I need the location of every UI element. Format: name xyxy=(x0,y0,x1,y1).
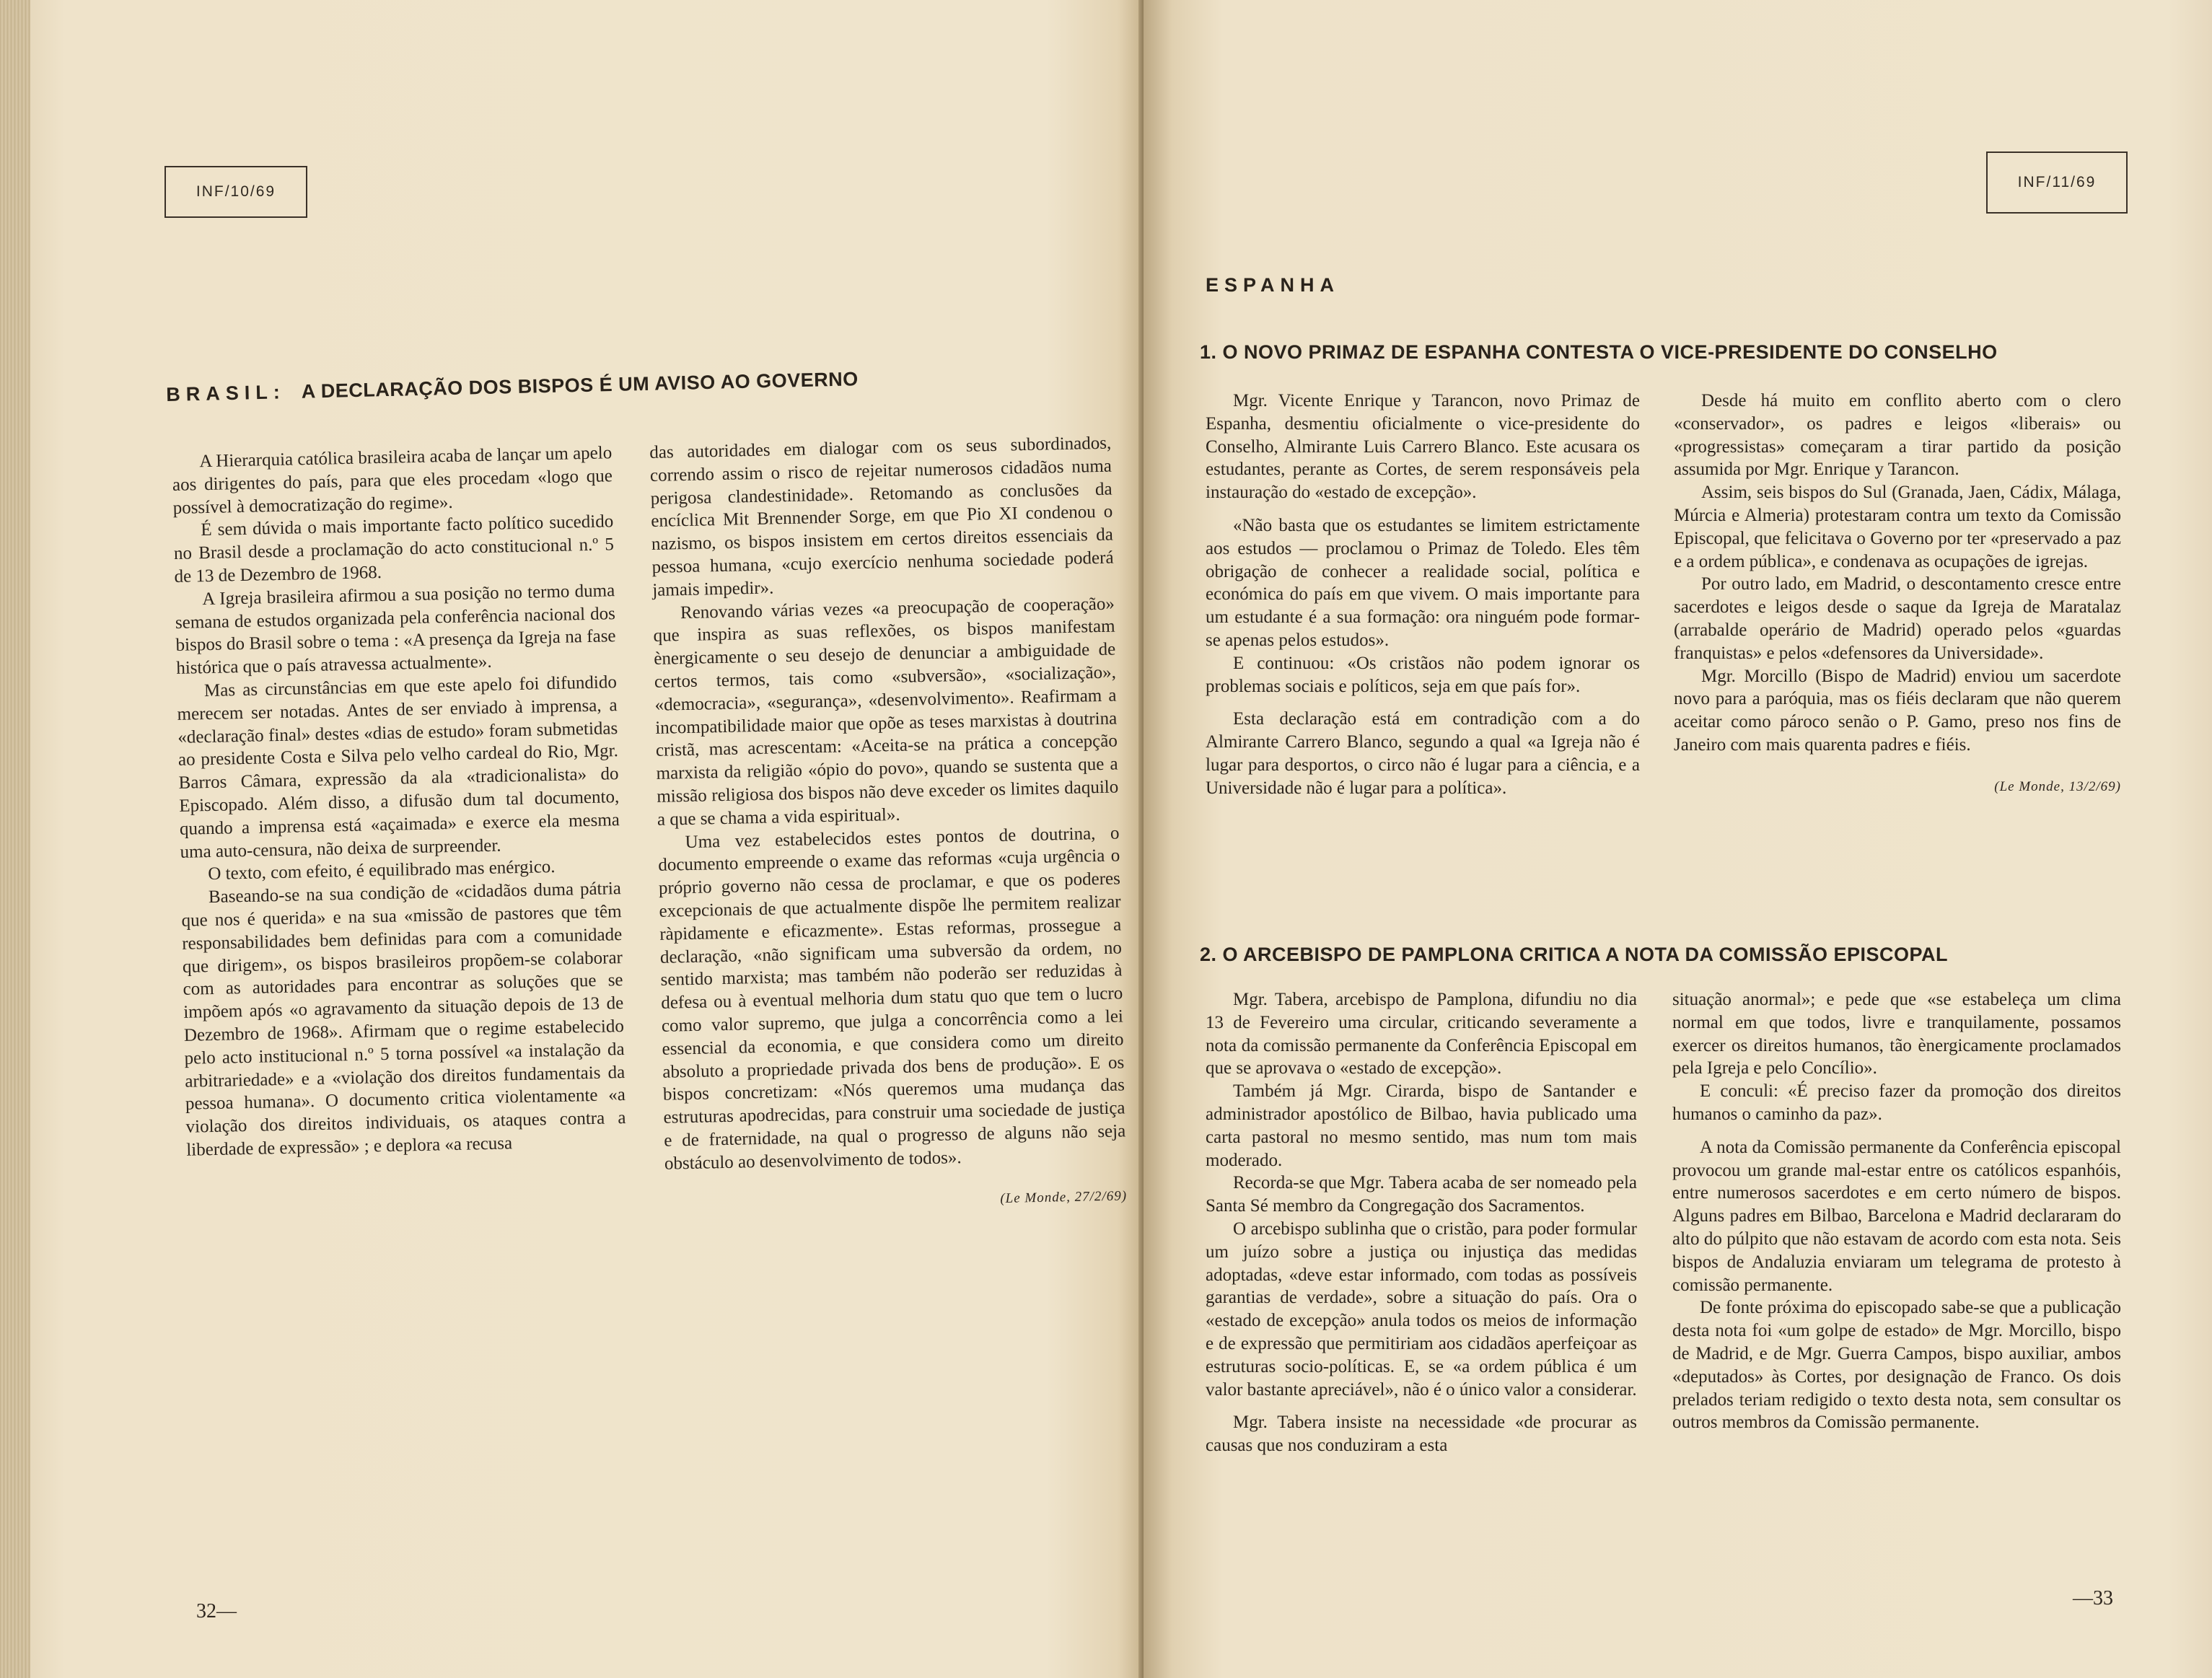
page-number: —33 xyxy=(2073,1587,2113,1609)
paragraph: E conculi: «É preciso fazer da promoção dos direitos humanos o caminho da paz». xyxy=(1672,1081,2121,1124)
country-label: ESPANHA xyxy=(1206,274,1340,296)
source-citation: (Le Monde, 27/2/69) xyxy=(1000,1187,1128,1206)
left-column-1 xyxy=(172,442,627,1161)
country-label: BRASIL: xyxy=(166,381,286,405)
paragraph: A Igreja brasileira afirmou a sua posição no termo duma semana de estudos organizada pela conferência nacional dos bispos do Brasil sobre o tema : «A presença da Igreja na fase histórica que o país atravessa actualmente». xyxy=(175,580,616,679)
paragraph: Mgr. Morcillo (Bispo de Madrid) enviou um sacerdote novo para a paróquia, mas os fiéis declaram que não querem aceitar como pároco senão o P. Gamo, preso nos fins de Janeiro com mais quarenta padres e fiéis. xyxy=(1674,666,2121,755)
paragraph: Mgr. Tabera insiste na necessidade «de procurar as causas que nos conduziram a esta xyxy=(1206,1413,1637,1456)
left-column-2 xyxy=(649,432,1127,1217)
paragraph: situação anormal»; e pede que «se estabeleça um clima normal em que todos, livre e tranquilamente, possamos exercer os direitos humanos, tão ènergicamente proclamados pela Igreja e pelo Concílio». xyxy=(1672,990,2121,1079)
document-tag xyxy=(1986,151,2128,214)
source-citation: (Le Monde, 13/2/69) xyxy=(1994,778,2121,794)
paragraph: E continuou: «Os cristãos não podem ignorar os problemas sociais e políticos, seja em que país for». xyxy=(1206,653,1640,696)
paragraph: Esta declaração está em contradição com a do Almirante Carrero Blanco, segundo a qual «a Igreja não é lugar para desportos, o circo não é lugar para a ciência, e a Universidade não é lugar para a política». xyxy=(1206,709,1640,798)
right-page xyxy=(1144,0,2212,1678)
paragraph: A Hierarquia católica brasileira acaba de lançar um apelo aos dirigentes do país, para que eles procedam «logo que possível à democratização do regime». xyxy=(172,443,613,518)
paragraph: Mas as circunstâncias em que este apelo foi difundido merecem ser notadas. Antes de ser enviado à imprensa, a «declaração final» destes «dias de estudo» foram submetidas ao presidente Costa e Silva pelo velho cardeal do Rio, Mgr. Barros Câmara, expressão da ala «tradicionalista» do Episcopado. Além disso, a difusão dum tal documento, quando a imprensa está «açaimada» e exerce ela mesma uma auto-censura, não deixa de surpreender. xyxy=(177,672,620,862)
paragraph: «Não basta que os estudantes se limitem estrictamente aos estudos — proclamou o Primaz de Toledo. Eles têm obrigação de conhecer a realidade social, política e económica do país em que vivem. O mais importante para um estudante é a sua formação: ora ninguém pode formar-se apenas pelos estudos». xyxy=(1206,515,1640,650)
paragraph: Recorda-se que Mgr. Tabera acaba de ser nomeado pela Santa Sé membro da Congregação dos Sacramentos. xyxy=(1206,1173,1637,1216)
paragraph: Mgr. Vicente Enrique y Tarancon, novo Primaz de Espanha, desmentiu oficialmente o vice-presidente do Conselho, Almirante Luis Carrero Blanco. Este acusara os estudantes, perante as Cortes, de serem responsáveis pela instauração do «estado de excepção». xyxy=(1206,391,1640,503)
section-1-column-1 xyxy=(1206,390,1640,800)
paragraph: Mgr. Tabera, arcebispo de Pamplona, difundiu no dia 13 de Fevereiro uma circular, criticando severamente a nota da comissão permanente da Conferência Episcopal em que se aprovava o «estado de excepção». xyxy=(1206,990,1637,1079)
paragraph: De fonte próxima do episcopado sabe-se que a publicação desta nota foi «um golpe de estado» de Mgr. Morcillo, bispo de Madrid, e de Mgr. Guerra Campos, bispo auxiliar, ambos «deputados» às Cortes, por designação de Franco. Os dois prelados teriam redigido o texto desta nota, sem consultar os outros membros da Comissão permanente. xyxy=(1672,1298,2121,1433)
paragraph: Assim, seis bispos do Sul (Granada, Jaen, Cádix, Málaga, Múrcia e Almeria) protestaram contra um texto da Comissão Episcopal, que felicitava o Governo por ter «preservado a paz e a ordem pública», e condenava as ocupações de igrejas. xyxy=(1674,483,2121,571)
paragraph: Desde há muito em conflito aberto com o clero «conservador», os padres e leigos «liberais» ou «progressistas» começaram a tirar partido da posição assumida por Mgr. Enrique y Tarancon. xyxy=(1674,391,2121,480)
article-title xyxy=(166,368,859,406)
paragraph: Por outro lado, em Madrid, o descontamento cresce entre sacerdotes e leigos desde o saque da Igreja de Maratalaz (arrabalde operário de Madrid) operado pelos «guardas franquistas» e pelos «defensores da Universidade». xyxy=(1674,574,2121,663)
paragraph: das autoridades em dialogar com os seus subordinados, correndo assim o risco de rejeitar numerosos cidadãos numa perigosa clandestinidade». Retomando as conclusões da encíclica Mit Brennender Sorge, em que Pio XI condenou o nazismo, os bispos insistem em certos direitos essenciais da pessoa humana, «cujo exercício nenhuma sociedade poderá jamais impedir». xyxy=(649,433,1114,600)
paragraph: Também já Mgr. Cirarda, bispo de Santander e administrador apostólico de Bilbao, havia publicado uma carta pastoral no mesmo sentido, mas num tom mais moderado. xyxy=(1206,1081,1637,1170)
section-1-column-2 xyxy=(1674,390,2121,799)
page-edge xyxy=(0,0,30,1678)
paragraph: O arcebispo sublinha que o cristão, para poder formular um juízo sobre a justiça ou injustiça das medidas adoptadas, «deve estar informado, com todas as possíveis garantias de verdade», sobre a situação do país. Ora o «estado de excepção» anula todos os meios de informação e de expressão que permitiriam aos cidadãos aperfeiçoar as estruturas socio-políticas. E, se «a ordem pública é um valor bastante apreciável», não é o único valor a considerar. xyxy=(1206,1218,1637,1400)
paragraph: A nota da Comissão permanente da Conferência episcopal provocou um grande mal-estar entre os católicos espanhóis, entre numerosos sacerdotes e em certo número de bispos. Alguns padres em Bilbao, Barcelona e Madrid declararam do alto do púlpito que não estavam de acordo com esta nota. Seis bispos de Andaluzia enviaram um telegrama de protesto à comissão permanente. xyxy=(1672,1137,2121,1295)
paragraph: Baseando-se na sua condição de «cidadãos duma pátria que nos é querida» e na sua «missão de pastores que têm responsabilidades bem definidas para com a comunidade que dirigem», os bispos brasileiros propõem-se colaborar com as autoridades para encontrar as soluções que se impõem após «o agravamento da situação depois de 13 de Dezembro de 1968». Afirmam que o regime estabelecido pelo acto institucional n.º 5 torna possível «a instalação da arbitrariedade» e a «violação dos direitos fundamentais da pessoa humana». O documento critica violentamente «a violação dos direitos individuais, os ataques contra a liberdade de expressão» ; e deplora «a recusa xyxy=(181,879,626,1160)
document-tag-text: INF/10/69 xyxy=(196,183,276,200)
paragraph: Renovando várias vezes «a preocupação de cooperação» que inspira as suas reflexões, os bispos manifestam ènergicamente o seu desejo de denunciar a ambiguidade de certos termos, tais como «subversão», «socialização», «democracia», «segurança», «desenvolvimento». Reafirmam a incompatibilidade maior que opõe as teses marxistas à doutrina cristã, mas acrescentam: «Aceita-se na prática a concepção marxista da religião «ópio do povo», quando se sustenta que a missão religiosa dos bispos não deve exceder os limites daquilo a que se chama a vida espiritual». xyxy=(653,594,1119,830)
paragraph: É sem dúvida o mais importante facto político sucedido no Brasil desde a proclamação do acto constitucional n.º 5 de 13 de Dezembro de 1968. xyxy=(173,511,615,587)
paragraph: Uma vez estabelecidos estes pontos de doutrina, o documento empreende o exame das reformas «cuja urgência o próprio governo não cessa de proclamar, e que os poderes excepcionais de que actualmente dispõe lhe permitem realizar ràpidamente e eficazmente». Estas reformas, prossegue a declaração, «não significam uma subversão da ordem, no sentido marxista; mas também não poderão ser reduzidas à defesa ou à eventual melhoria dum statu quo que tem o lucro como valor supremo, que julga a concorrência como a lei essencial da economia, e que considera como um direito absoluto a propriedade privada dos bens de produção». E os bispos concretizam: «Nós queremos uma mudança das estruturas apodrecidas, para construir uma sociedade de justiça e de fraternidade, na qual o progresso de alguns não seja obstáculo ao desenvolvimento de todos». xyxy=(658,823,1126,1174)
section-2-column-1 xyxy=(1206,988,1637,1457)
section-2-heading: 2. O ARCEBISPO DE PAMPLONA CRITICA A NOTA DA COMISSÃO EPISCOPAL xyxy=(1200,944,1949,965)
page-number: 32— xyxy=(196,1600,237,1622)
document-tag xyxy=(164,166,307,218)
section-1-heading: 1. O NOVO PRIMAZ DE ESPANHA CONTESTA O VICE-PRESIDENTE DO CONSELHO xyxy=(1200,341,1998,363)
document-tag-text: INF/11/69 xyxy=(2017,174,2097,190)
section-2-column-2 xyxy=(1672,988,2121,1434)
title-text: A DECLARAÇÃO DOS BISPOS É UM AVISO AO GOVERNO xyxy=(301,368,859,403)
paragraph: O texto, com efeito, é equilibrado mas enérgico. xyxy=(208,857,556,884)
